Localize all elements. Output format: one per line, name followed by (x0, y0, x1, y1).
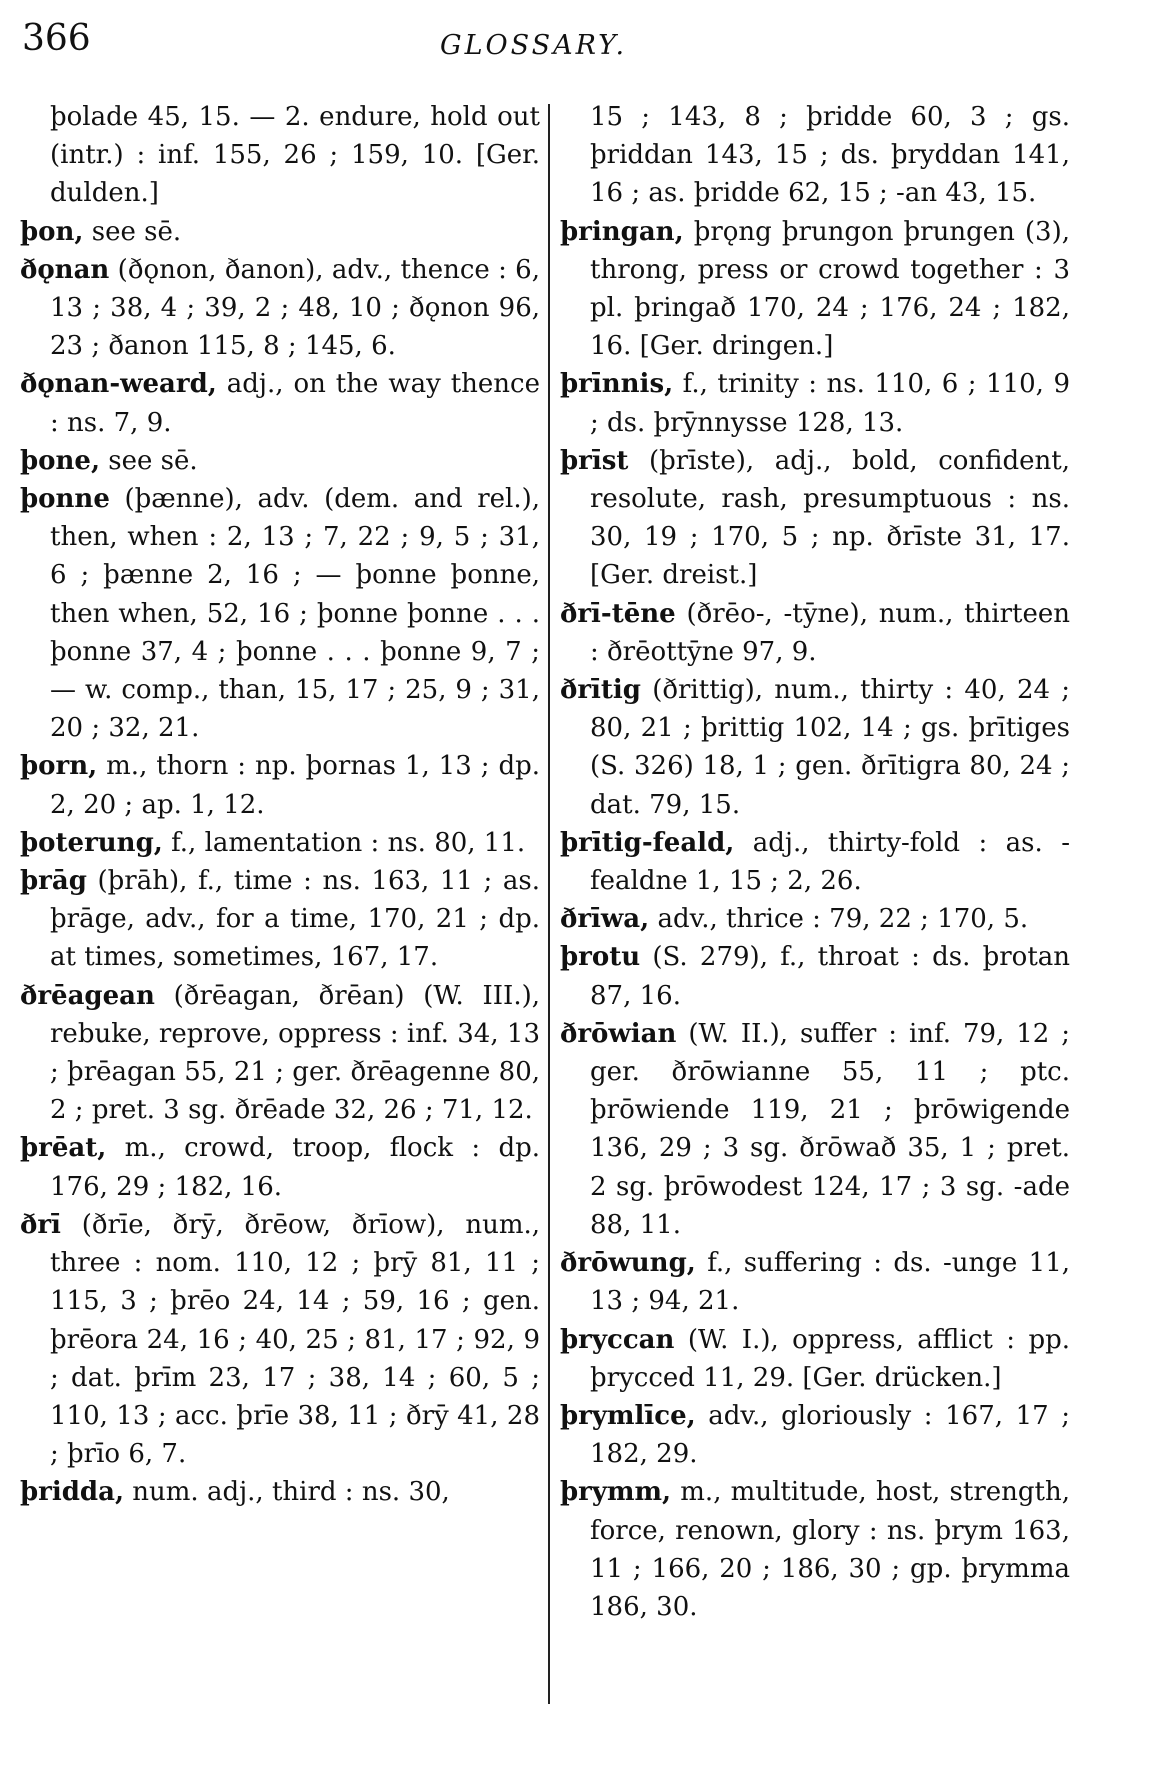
headword: þryccan (560, 1324, 675, 1355)
page-header (0, 14, 1158, 74)
entry-text: see sē. (108, 445, 198, 476)
headword: þorn, (20, 751, 98, 782)
glossary-entry (560, 938, 1070, 1014)
headword: þrītig-feald, (560, 827, 735, 858)
entry-text: 15 ; 143, 8 ; þridde 60, 3 ; gs. þriddan 143, 15 ; ds. þryddan 141, 16 ; as. þridde 62, 15 ; -an 43, 15. (590, 102, 1070, 209)
entry-text: adj., thirty-fold : as. -fealdne 1, 15 ; 2, 26. (590, 827, 1071, 897)
entry-text: (W. II.), suffer : inf. 79, 12 ; ger. ðrōwianne 55, 11 ; ptc. þrōwiende 119, 21 ; þrōwigende 136, 29 ; 3 sg. ðrōwað 35, 1 ; pret. 2 sg. þrōwodest 124, 17 ; 3 sg. -ade 88, 11. (590, 1018, 1070, 1240)
glossary-entry (20, 824, 540, 862)
glossary-entry (20, 977, 540, 1130)
entry-text: num. adj., third : ns. 30, (132, 1477, 450, 1508)
glossary-entry (20, 213, 540, 251)
entry-text: (S. 279), f., throat : ds. þrotan 87, 16. (590, 942, 1071, 1011)
headword: þrotu (560, 942, 641, 973)
headword: þonne (20, 484, 110, 515)
headword: þrymm, (560, 1477, 672, 1508)
glossary-entry (20, 480, 540, 747)
entry-text: (W. I.), oppress, afflict : pp. þrycced 11, 29. [Ger. drücken.] (590, 1324, 1070, 1393)
glossary-entry (560, 824, 1070, 900)
glossary-entry (20, 98, 540, 213)
headword: þrymlīce, (560, 1400, 696, 1431)
left-column (20, 98, 540, 1512)
glossary-entry (560, 671, 1070, 824)
headword: þrēat, (20, 1133, 107, 1164)
headword: ðrēagean (20, 980, 155, 1011)
glossary-entry (560, 213, 1070, 366)
headword: ðrōwung, (560, 1248, 696, 1279)
headword: þrīnnis, (560, 369, 674, 400)
glossary-entry (560, 1397, 1070, 1473)
entry-text: f., suffering : ds. -unge 11, 13 ; 94, 21. (590, 1248, 1071, 1317)
glossary-entry (560, 442, 1070, 595)
headword: þrīst (560, 445, 629, 476)
glossary-entry (560, 98, 1070, 213)
glossary-entry (560, 365, 1070, 441)
headword: ðǫnan-weard, (20, 369, 217, 400)
entry-text: (ðrīe, ðrȳ, ðrēow, ðrīow), num., three : nom. 110, 12 ; þrȳ 81, 11 ; 115, 3 ; þrēo 24, 14 ; 59, 16 ; gen. þrēora 24, 16 ; 40, 25 ; 81, 17 ; 92, 9 ; dat. þrīm 23, 17 ; 38, 14 ; 60, 5 ; 110, 13 ; acc. þrīe 38, 11 ; ðrȳ 41, 28 ; þrīo 6, 7. (50, 1209, 540, 1470)
headword: ðrītig (560, 675, 641, 706)
glossary-entry (560, 595, 1070, 671)
glossary-entry (20, 862, 540, 977)
glossary-entry (20, 442, 540, 480)
headword: þoterung, (20, 827, 163, 858)
headword: þringan, (560, 216, 684, 247)
right-column (560, 98, 1070, 1626)
headword: þrāg (20, 866, 87, 897)
glossary-entry (560, 1473, 1070, 1626)
glossary-entry (20, 1129, 540, 1205)
glossary-entry (20, 747, 540, 823)
glossary-entry (560, 1321, 1070, 1397)
entry-text: f., trinity : ns. 110, 6 ; 110, 9 ; ds. þrȳnnysse 128, 13. (590, 369, 1070, 438)
running-head: GLOSSARY. (440, 30, 628, 61)
entry-text: adv., thrice : 79, 22 ; 170, 5. (657, 904, 1029, 935)
glossary-entry (20, 1473, 540, 1511)
entry-text: see sē. (91, 216, 182, 247)
entry-text: adj., on the way thence : ns. 7, 9. (50, 369, 540, 438)
headword: þridda, (20, 1477, 125, 1508)
entry-text: (ðǫnon, ðanon), adv., thence : 6, 13 ; 38, 4 ; 39, 2 ; 48, 10 ; ðǫnon 96, 23 ; ðanon 115, 8 ; 145, 6. (50, 254, 540, 362)
headword: ðrōwian (560, 1018, 677, 1049)
entry-text: (þrāh), f., time : ns. 163, 11 ; as. þrāge, adv., for a time, 170, 21 ; dp. at times, sometimes, 167, 17. (50, 866, 541, 973)
entry-text: þrǫng þrungon þrungen (3), throng, press or crowd together : 3 pl. þringað 170, 24 ; 176, 24 ; 182, 16. [Ger. dringen.] (590, 216, 1071, 362)
column-divider (548, 104, 550, 1704)
page-number: 366 (22, 18, 91, 59)
headword: ðrī-tēne (560, 598, 676, 629)
headword: þone, (20, 445, 101, 476)
headword: ðrīwa, (560, 904, 650, 935)
glossary-entry (560, 900, 1070, 938)
headword: ðǫnan (20, 254, 110, 285)
glossary-entry (560, 1244, 1070, 1320)
entry-text: m., thorn : np. þornas 1, 13 ; dp. 2, 20 ; ap. 1, 12. (50, 751, 540, 820)
entry-text: m., crowd, troop, flock : dp. 176, 29 ; 182, 16. (50, 1133, 540, 1202)
entry-text: (ðrēagan, ðrēan) (W. III.), rebuke, reprove, oppress : inf. 34, 13 ; þrēagan 55, 21 ; ger. ðrēagenne 80, 2 ; pret. 3 sg. ðrēade 32, 26 ; 71, 12. (50, 980, 541, 1126)
entry-text: (ðrēo-, -tȳne), num., thirteen : ðrēottȳne 97, 9. (590, 598, 1070, 667)
entry-text: f., lamentation : ns. 80, 11. (171, 827, 526, 858)
entry-text: þolade 45, 15. — 2. endure, hold out (intr.) : inf. 155, 26 ; 159, 10. [Ger. dulden.] (50, 102, 540, 209)
entry-text: adv., gloriously : 167, 17 ; 182, 29. (590, 1400, 1070, 1470)
entry-text: (þrīste), adj., bold, confident, resolute, rash, presumptuous : ns. 30, 19 ; 170, 5 ; np. ðrīste 31, 17. [Ger. dreist.] (590, 445, 1070, 591)
headword: ðrī (20, 1209, 61, 1240)
entry-text: (þænne), adv. (dem. and rel.), then, when : 2, 13 ; 7, 22 ; 9, 5 ; 31, 6 ; þænne 2, 16 ; — þonne þonne, then when, 52, 16 ; þonne þonne . . . þonne 37, 4 ; þonne . . . þonne 9, 7 ; — w. comp., than, 15, 17 ; 25, 9 ; 31, 20 ; 32, 21. (50, 484, 540, 744)
headword: þon, (20, 216, 84, 247)
glossary-entry (20, 365, 540, 441)
entry-text: (ðrittig), num., thirty : 40, 24 ; 80, 21 ; þrittig 102, 14 ; gs. þrītiges (S. 326) 18, 1 ; gen. ðrītigra 80, 24 ; dat. 79, 15. (590, 675, 1071, 820)
entry-text: m., multitude, host, strength, force, renown, glory : ns. þrym 163, 11 ; 166, 20 ; 186, 30 ; gp. þrymma 186, 30. (590, 1477, 1070, 1622)
glossary-entry (20, 251, 540, 366)
glossary-entry (560, 1015, 1070, 1244)
glossary-entry (20, 1206, 540, 1473)
